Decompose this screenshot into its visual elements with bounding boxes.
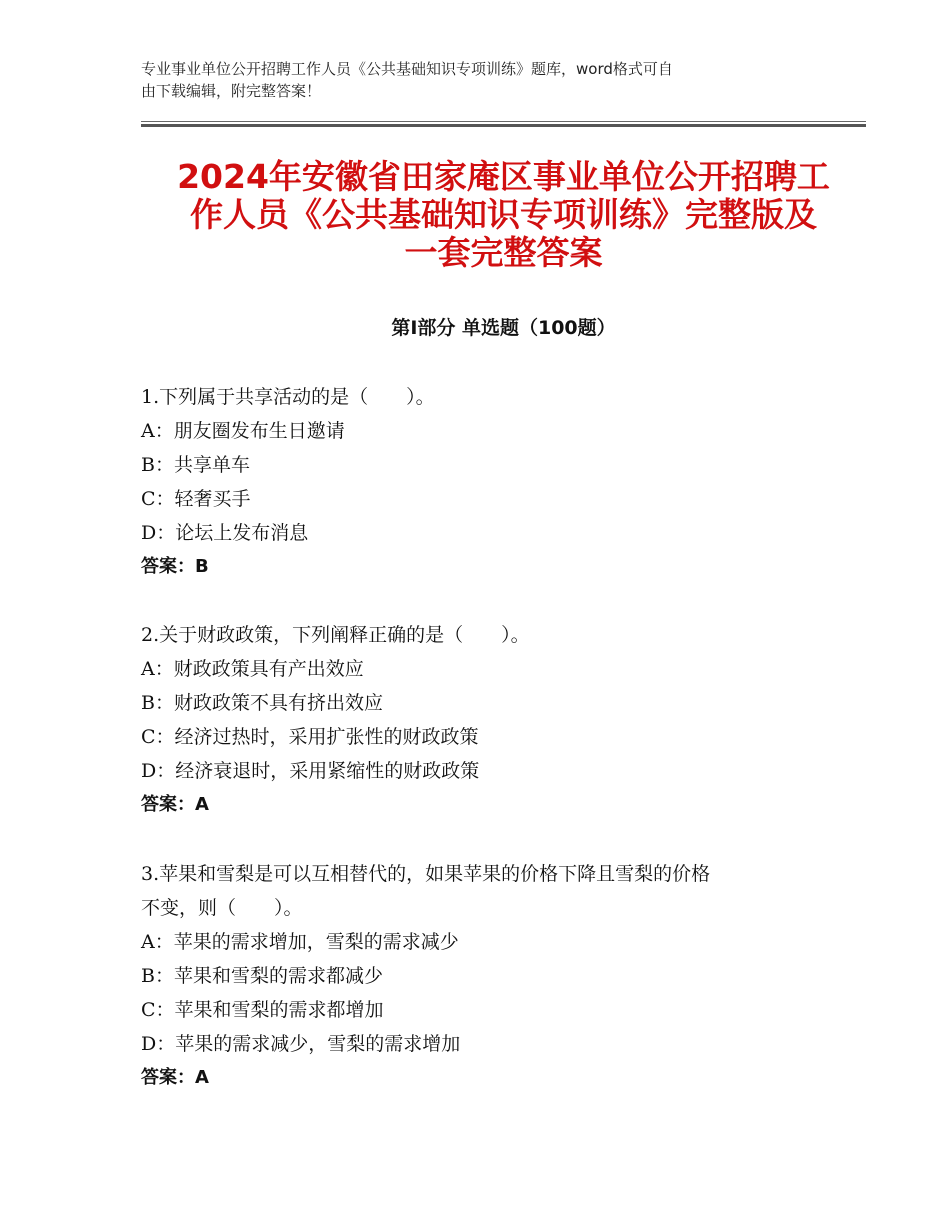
question-2 xyxy=(141,618,821,822)
question-3 xyxy=(141,857,821,1095)
document-title-line: 2024年安徽省田家庵区事业单位公开招聘工 xyxy=(177,157,830,196)
option-b: B：苹果和雪梨的需求都减少 xyxy=(141,965,383,987)
option-b: B：财政政策不具有挤出效应 xyxy=(141,692,383,714)
question-stem: 不变，则（ ）。 xyxy=(141,897,303,919)
header-note-line: 专业事业单位公开招聘工作人员《公共基础知识专项训练》题库，word格式可自 xyxy=(141,60,673,78)
answer-line: 答案：A xyxy=(141,794,209,815)
document-title-line: 作人员《公共基础知识专项训练》完整版及 xyxy=(190,195,817,234)
option-b: B：共享单车 xyxy=(141,454,250,476)
option-a: A：朋友圈发布生日邀请 xyxy=(141,420,345,442)
document-title-line: 一套完整答案 xyxy=(404,233,603,272)
header-divider-thin xyxy=(141,121,866,122)
answer-line: 答案：A xyxy=(141,1067,209,1088)
option-c: C：经济过热时，采用扩张性的财政政策 xyxy=(141,726,479,748)
option-c: C：苹果和雪梨的需求都增加 xyxy=(141,999,384,1021)
option-d: D：苹果的需求减少，雪梨的需求增加 xyxy=(141,1033,461,1055)
header-divider-thick xyxy=(141,124,866,127)
option-a: A：苹果的需求增加，雪梨的需求减少 xyxy=(141,931,459,953)
question-stem: 2.关于财政政策，下列阐释正确的是（ ）。 xyxy=(141,624,530,646)
option-d: D：经济衰退时，采用紧缩性的财政政策 xyxy=(141,760,480,782)
answer-line: 答案：B xyxy=(141,556,209,577)
option-d: D：论坛上发布消息 xyxy=(141,522,309,544)
document-title xyxy=(141,158,866,272)
question-stem: 3.苹果和雪梨是可以互相替代的，如果苹果的价格下降且雪梨的价格 xyxy=(141,863,711,885)
question-1 xyxy=(141,380,821,584)
option-a: A：财政政策具有产出效应 xyxy=(141,658,364,680)
section-heading: 第Ⅰ部分 单选题（100题） xyxy=(391,317,616,339)
option-c: C：轻奢买手 xyxy=(141,488,251,510)
header-note xyxy=(141,58,831,102)
header-note-line: 由下载编辑，附完整答案！ xyxy=(141,82,322,100)
question-stem: 1.下列属于共享活动的是（ ）。 xyxy=(141,386,435,408)
